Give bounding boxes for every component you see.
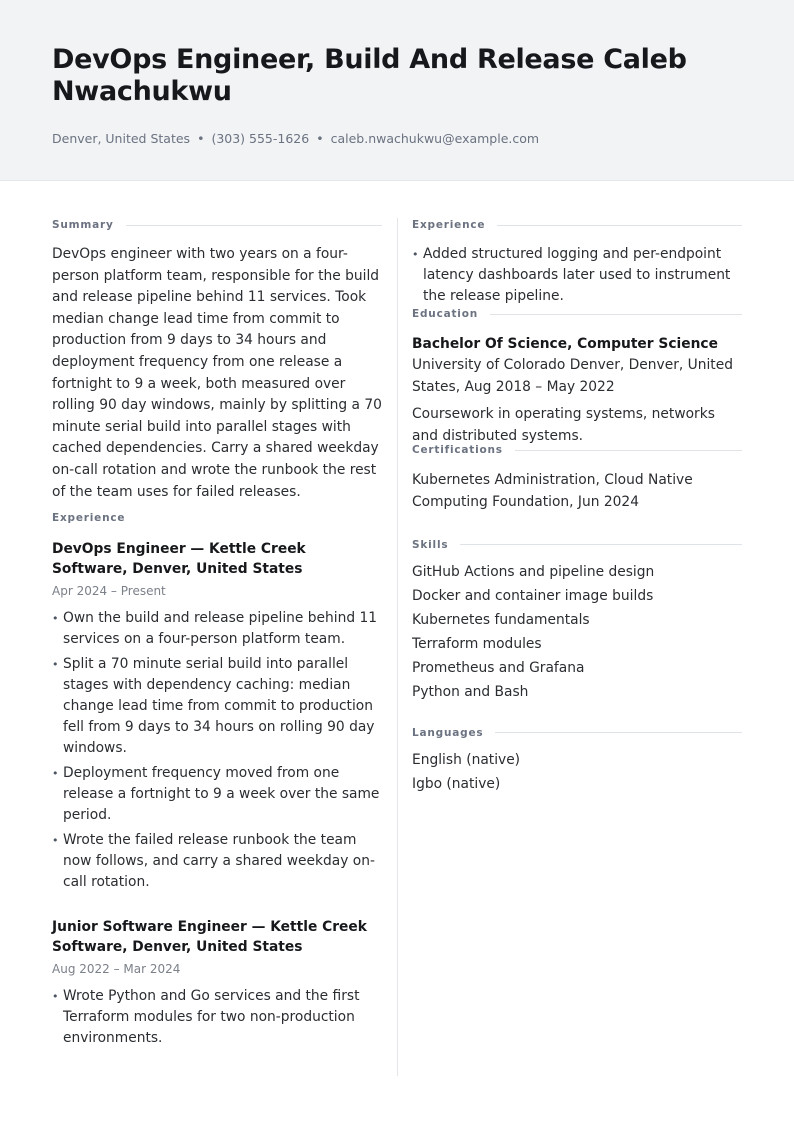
section-rule bbox=[460, 544, 742, 545]
job-dates: Aug 2022 – Mar 2024 bbox=[52, 962, 181, 977]
resume-header bbox=[0, 0, 794, 181]
languages-list bbox=[412, 748, 742, 796]
skill-item: GitHub Actions and pipeline design bbox=[412, 563, 655, 580]
skill-item: Prometheus and Grafana bbox=[412, 659, 585, 676]
job-bullet: • Wrote the failed release runbook the team now follows, and carry a shared weekday on-call rotation. bbox=[52, 830, 382, 893]
certification-text: Kubernetes Administration, Cloud Native Computing Foundation, Jun 2024 bbox=[412, 472, 693, 510]
skill-item: Python and Bash bbox=[412, 683, 529, 700]
candidate-name: DevOps Engineer, Build And Release Caleb Nwachukwu bbox=[52, 44, 687, 107]
language-item: English (native) bbox=[412, 751, 521, 768]
phone-text: (303) 555-1626 bbox=[211, 131, 310, 146]
section-title-languages: Languages bbox=[412, 726, 484, 739]
section-rule bbox=[490, 314, 742, 315]
language-item: Igbo (native) bbox=[412, 775, 501, 792]
skill-item: Docker and container image builds bbox=[412, 587, 654, 604]
summary-section-header bbox=[52, 218, 382, 232]
skill-item: Kubernetes fundamentals bbox=[412, 611, 590, 628]
job-bullet: • Split a 70 minute serial build into parallel stages with dependency caching: median change lead time from commit to production fell from 9 days to 34 hours on rolling 90 day windows. bbox=[52, 654, 382, 759]
section-title-skills: Skills bbox=[412, 538, 449, 551]
job-title: DevOps Engineer — Kettle Creek Software, Denver, United States bbox=[52, 541, 306, 578]
experience-continued-bullets bbox=[412, 244, 742, 307]
section-rule bbox=[497, 225, 742, 226]
education-degree: Bachelor Of Science, Computer Science bbox=[412, 336, 718, 352]
skills-list bbox=[412, 560, 742, 704]
job-bullet: • Own the build and release pipeline behind 11 services on a four-person platform team. bbox=[52, 608, 382, 650]
email-text: caleb.nwachukwu@example.com bbox=[330, 131, 540, 146]
experience-section-header bbox=[52, 511, 382, 525]
right-column bbox=[412, 218, 742, 796]
skills-section-header bbox=[412, 538, 742, 552]
education-coursework: Coursework in operating systems, networks and distributed systems. bbox=[412, 406, 715, 444]
contact-line bbox=[52, 131, 539, 146]
education-section-header bbox=[412, 307, 742, 321]
section-title-certifications: Certifications bbox=[412, 444, 503, 457]
column-divider bbox=[397, 218, 398, 1076]
job-bullets bbox=[52, 608, 382, 893]
section-title-experience: Experience bbox=[52, 512, 126, 525]
left-column bbox=[52, 218, 382, 1053]
skill-item: Terraform modules bbox=[412, 635, 542, 652]
job-title: Junior Software Engineer — Kettle Creek Software, Denver, United States bbox=[52, 919, 367, 956]
section-rule bbox=[495, 732, 742, 733]
section-rule bbox=[515, 450, 742, 451]
section-title-experience-continued: Experience bbox=[412, 219, 486, 231]
job-bullet: • Added structured logging and per-endpoint latency dashboards later used to instrument the release pipeline. bbox=[412, 244, 742, 307]
contact-separator: • bbox=[197, 131, 205, 146]
job-entry bbox=[52, 539, 382, 893]
section-rule bbox=[126, 225, 382, 226]
location-text: Denver, United States bbox=[52, 131, 191, 146]
job-bullet: • Deployment frequency moved from one release a fortnight to 9 a week over the same period. bbox=[52, 763, 382, 826]
job-bullet: • Wrote Python and Go services and the first Terraform modules for two non-production environments. bbox=[52, 986, 382, 1049]
section-title-summary: Summary bbox=[52, 219, 114, 231]
job-entry bbox=[52, 917, 382, 1049]
education-school: University of Colorado Denver, Denver, United States, Aug 2018 – May 2022 bbox=[412, 357, 733, 395]
experience-continued-header bbox=[412, 218, 742, 232]
job-bullets bbox=[52, 986, 382, 1049]
job-dates: Apr 2024 – Present bbox=[52, 584, 166, 599]
contact-separator: • bbox=[316, 131, 324, 146]
summary-text: DevOps engineer with two years on a four-person platform team, responsible for the build and release pipeline behind 11 services. Took median change lead time from commit to production from 9 days to 34 hours and deployment frequency from one release a fortnight to 9 a week, both measured over rolling 90 day windows, mainly by splitting a 70 minute serial build into parallel stages with cached dependencies. Carry a shared weekday on-call rotation and wrote the runbook the rest of the team uses for failed releases. bbox=[52, 246, 382, 500]
languages-section-header bbox=[412, 726, 742, 740]
section-title-education: Education bbox=[412, 308, 478, 320]
